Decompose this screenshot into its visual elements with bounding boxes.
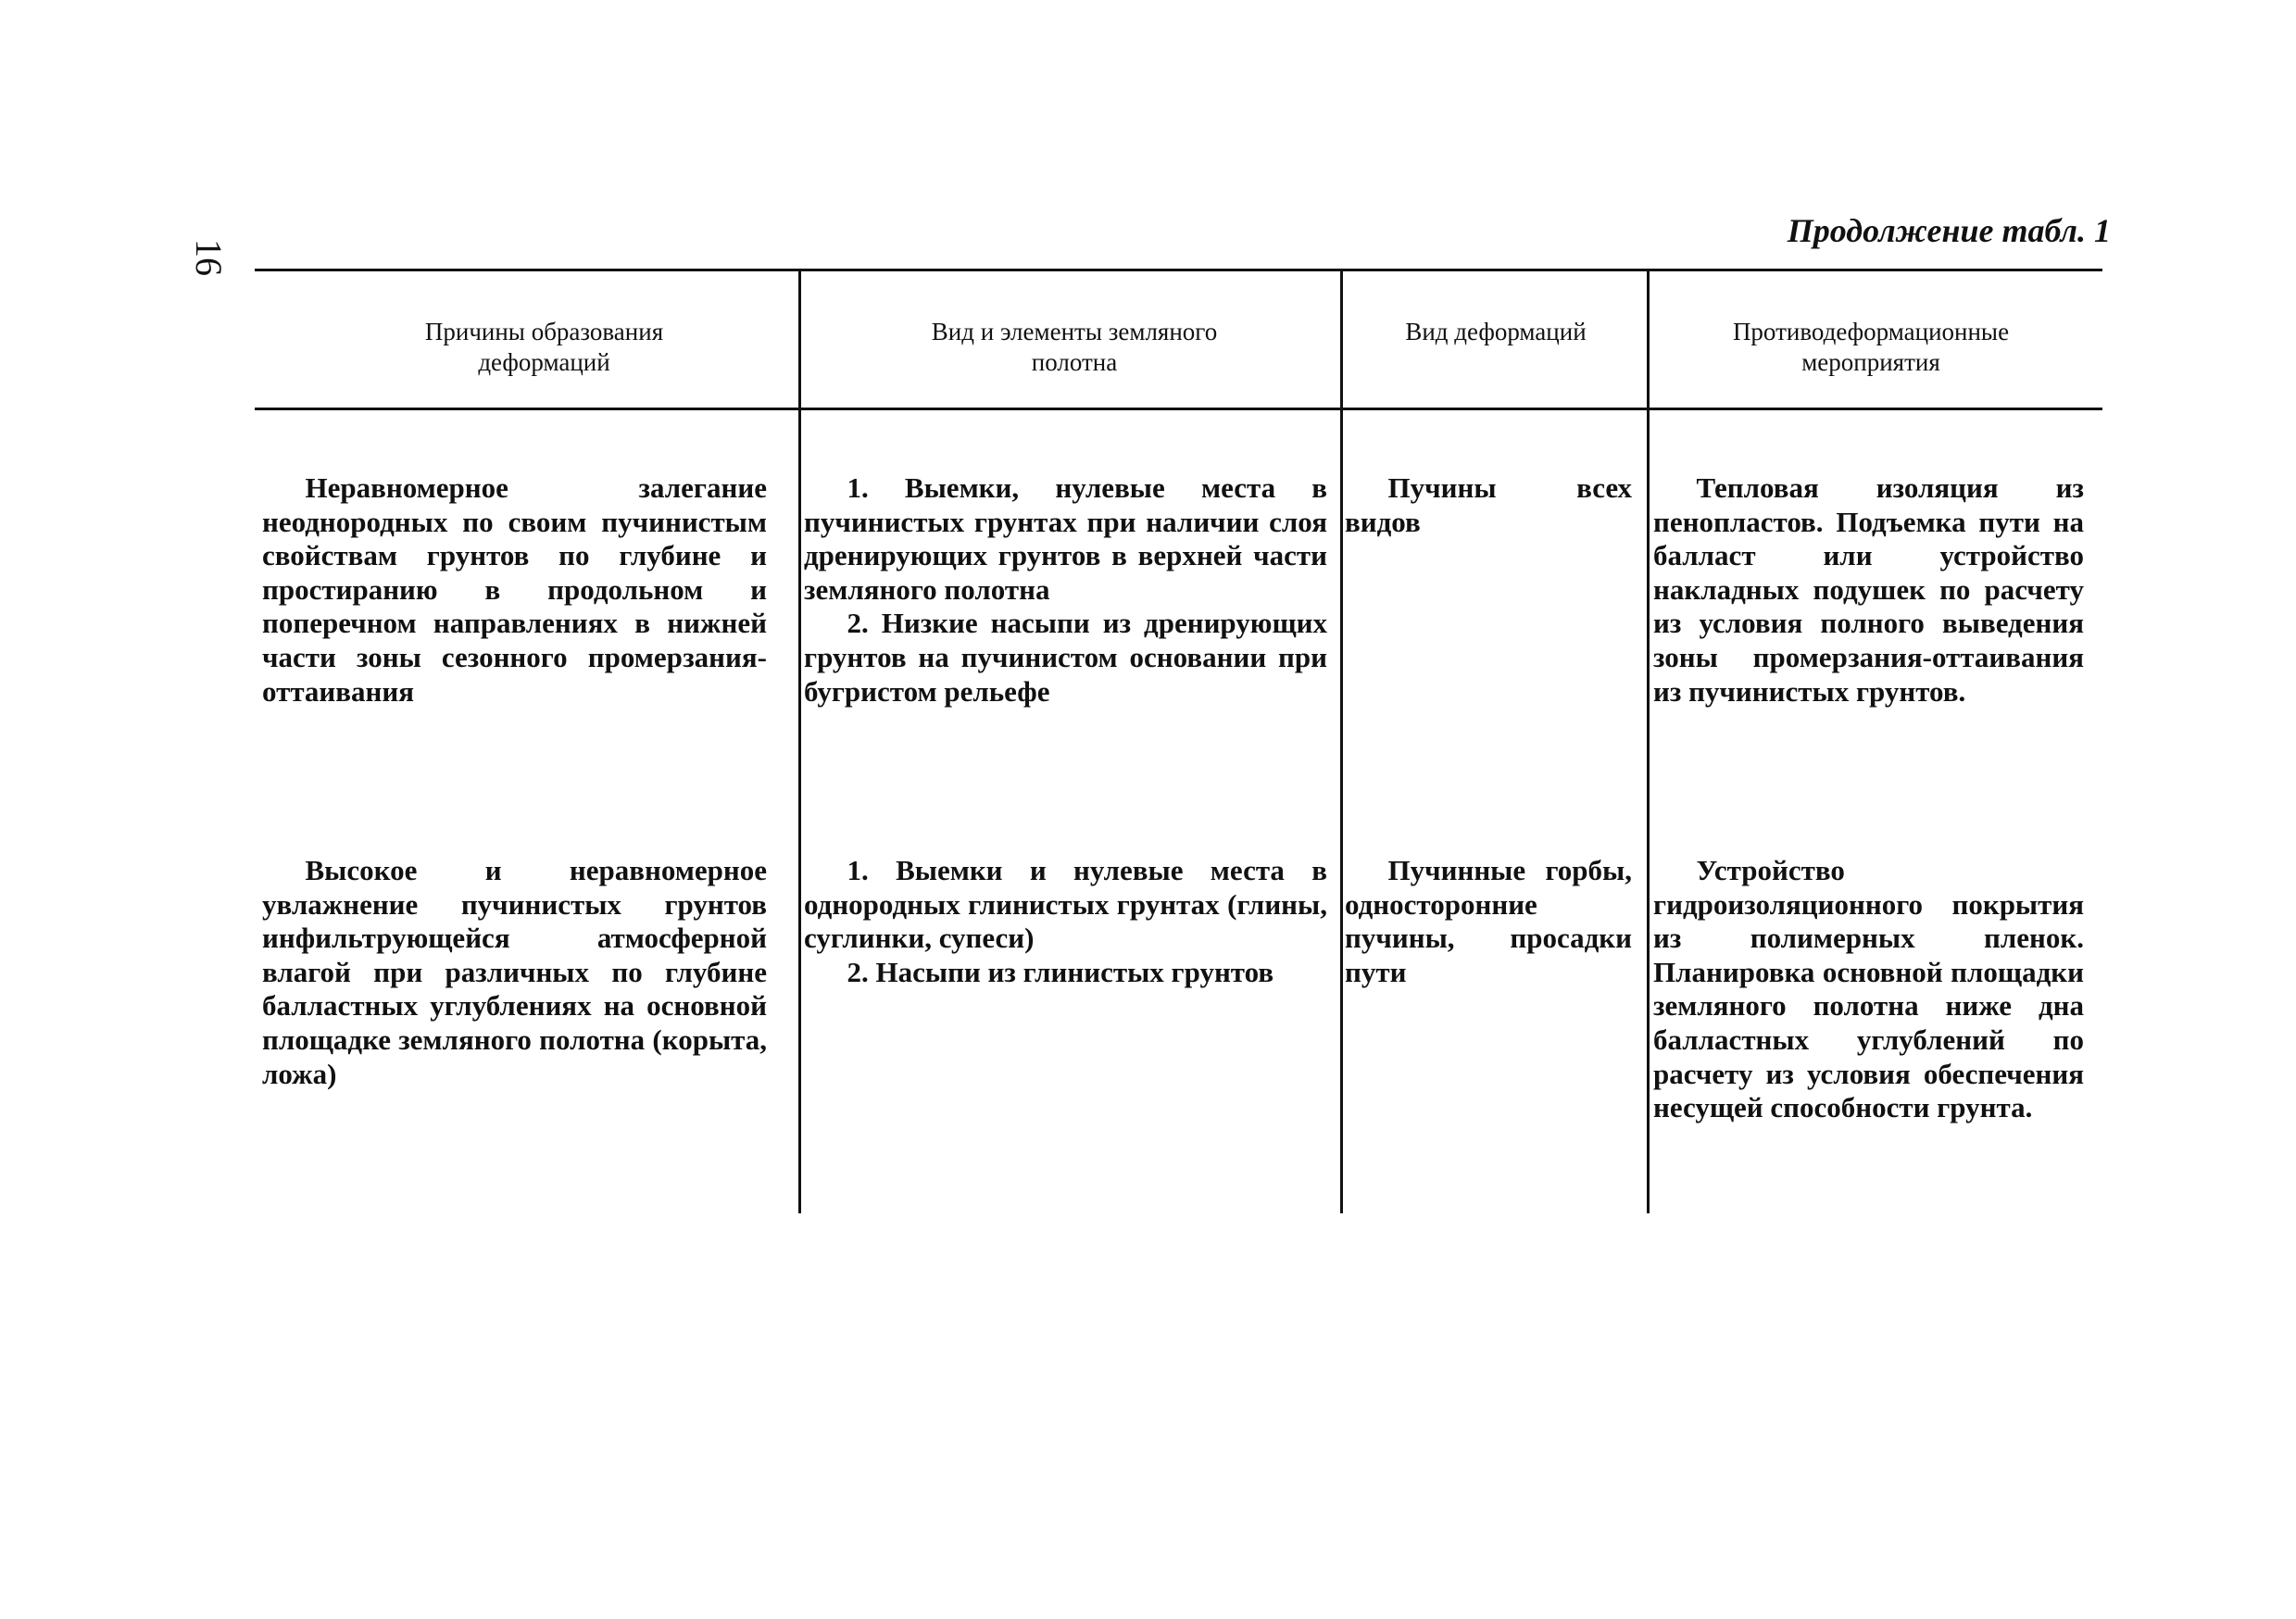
row-2-element-1: 1. Выемки и нулевые места в однородных глинистых грунтах (глины, суглинки, супеси) xyxy=(804,854,1327,955)
row-1-elements xyxy=(804,471,1327,709)
row-1-element-2: 2. Низкие насыпи из дренирующих грунтов на пучинистом основании при бугристом рельефе xyxy=(804,607,1327,708)
header-causes: Причины образования деформаций xyxy=(424,318,664,376)
row-1-causes xyxy=(262,471,767,709)
page-number: 16 xyxy=(188,239,230,276)
row-2-causes xyxy=(262,854,767,1091)
table-header-rule xyxy=(255,408,2102,410)
table-continuation-label: Продолжение табл. 1 xyxy=(1787,212,2111,249)
row-1-measures-text: Тепловая изоляция из пенопластов. Подъемка пути на балласт или устройство накладных подушек по расчету из условия полного выведения зоны промерзания-оттаивания из пучинистых грунтов. xyxy=(1653,471,2084,708)
row-2-deformation xyxy=(1345,854,1632,989)
table-top-rule xyxy=(255,269,2102,271)
row-2-measures xyxy=(1653,854,2084,1125)
row-1-element-1: 1. Выемки, нулевые места в пучинистых грунтах при наличии слоя дренирующих грунтов в верхней части земляного полотна xyxy=(804,471,1327,606)
header-elements: Вид и элементы земляного полотна xyxy=(931,318,1218,376)
row-2-elements xyxy=(804,854,1327,989)
header-measures: Противодеформационные мероприятия xyxy=(1732,318,2010,376)
header-deformation: Вид деформаций xyxy=(1405,318,1587,345)
column-divider-1 xyxy=(798,269,801,1213)
column-divider-2 xyxy=(1340,269,1343,1213)
row-1-causes-text: Неравномерное залегание неоднородных по своим пучинистым свойствам грунтов по глубине и простиранию в продольном и поперечном направлениях в нижней части зоны сезонного промерзания-оттаивания xyxy=(262,471,767,708)
row-2-deformation-text: Пучинные горбы, односторонние пучины, просадки пути xyxy=(1345,854,1632,988)
row-1-deformation xyxy=(1345,471,1632,539)
row-1-deformation-text: Пучины всех видов xyxy=(1345,471,1632,538)
row-2-causes-text: Высокое и неравномерное увлажнение пучинистых грунтов инфильтрующейся атмосферной влагой при различных по глубине балластных углублениях на основной площадке земляного полотна (корыта, ложа) xyxy=(262,854,767,1090)
row-1-measures xyxy=(1653,471,2084,709)
row-2-measures-text: Устройство гидроизоляционного покрытия из полимерных пленок. Планировка основной площадки земляного полотна ниже дна балластных углублений по расчету из условия обеспечения несущей способности грунта. xyxy=(1653,854,2084,1124)
row-2-element-2: 2. Насыпи из глинистых грунтов xyxy=(847,955,1274,988)
column-divider-3 xyxy=(1647,269,1650,1213)
